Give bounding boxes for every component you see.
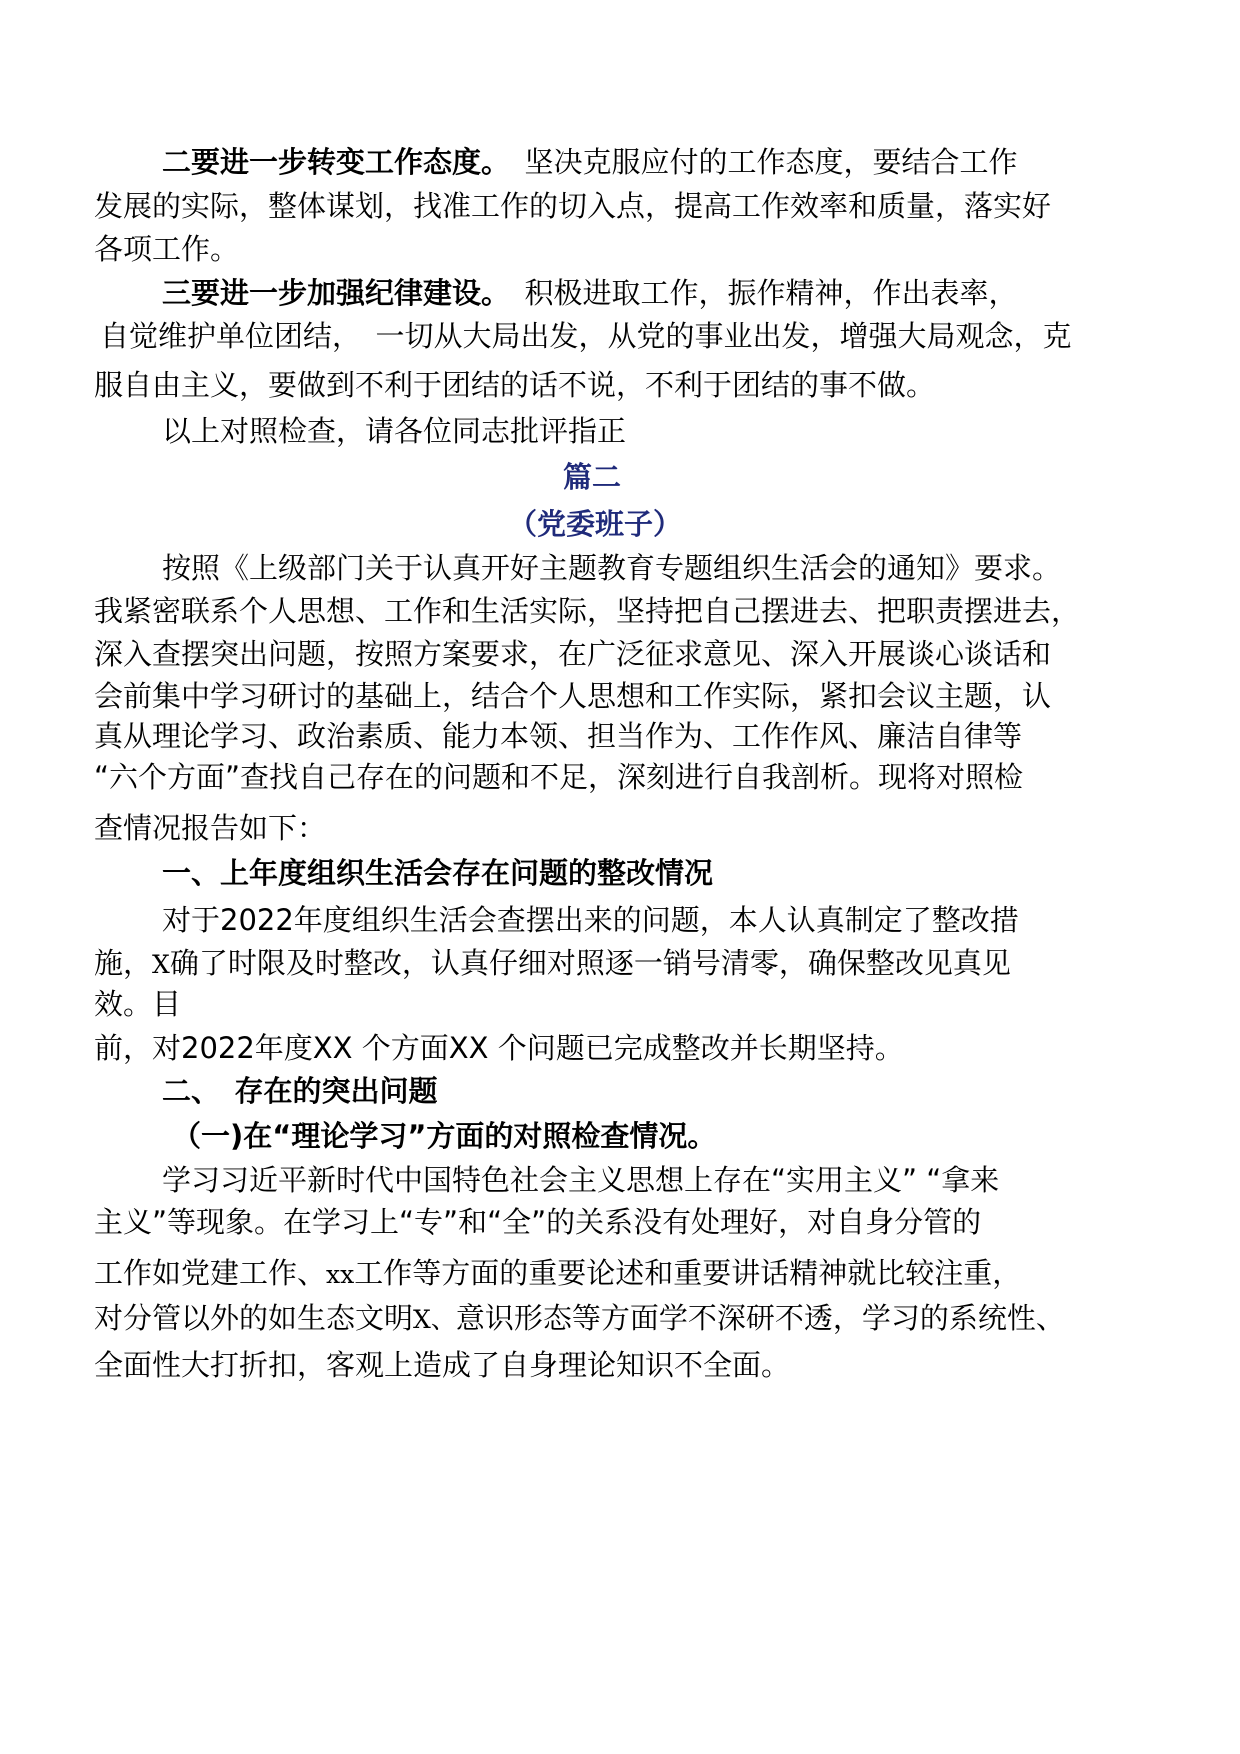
- line-text: 学习习近平新时代中国特色社会主义思想上存在“实用主义” “拿来: [162, 1163, 1000, 1197]
- line-text: （一)在“理论学习”方面的对照检查情况。: [172, 1119, 717, 1153]
- line-text: 效。目: [94, 987, 182, 1021]
- paragraph-line: [162, 1160, 1240, 1200]
- line-text: 服自由主义，要做到不利于团结的话不说，不利于团结的事不做。: [94, 368, 936, 402]
- bold-lead: 三要进一步加强纪律建设。: [162, 276, 496, 310]
- paragraph-line: [94, 984, 1240, 1024]
- line-text: 一、上年度组织生活会存在问题的整改情况: [162, 856, 714, 890]
- paragraph-line: [94, 676, 1240, 716]
- line-text: 自觉维护单位团结， 一切从大局出发，从党的事业出发，增强大局观念，克: [100, 319, 1072, 353]
- line-text: 我紧密联系个人思想、工作和生活实际，坚持把自己摆进去、把职责摆进去，: [94, 594, 1081, 628]
- subsection-title: [172, 1116, 1240, 1156]
- paragraph-line: [94, 229, 1240, 269]
- paragraph-line: [94, 943, 1240, 985]
- line-text: 按照《上级部门关于认真开好主题教育专题组织生活会的通知》要求。: [162, 551, 1062, 585]
- line-text: “六个方面”查找自己存在的问题和不足，深刻进行自我剖析。现将对照检: [94, 760, 1024, 794]
- line-text: 以上对照检查，请各位同志批评指正: [162, 414, 627, 448]
- inline-serif: X、: [413, 1305, 456, 1334]
- paragraph-line: [94, 1345, 1240, 1385]
- line-text: 深入查摆突出问题，按照方案要求，在广泛征求意见、深入开展谈心谈话和: [94, 637, 1052, 671]
- paragraph-line: [94, 808, 1240, 848]
- section-title: [162, 1071, 1240, 1111]
- line-text: 积极进取工作，振作精神，作出表率，: [495, 276, 1018, 310]
- section-title: [162, 853, 1240, 893]
- line-text: 二、 存在的突出问题: [162, 1074, 438, 1108]
- inline-serif: X: [152, 950, 170, 979]
- inline-serif: xx: [326, 1260, 355, 1289]
- line-text: 坚决克服应付的工作态度，要结合工作: [495, 145, 1018, 179]
- paragraph-line: [94, 186, 1240, 226]
- line-text: 会前集中学习研讨的基础上，结合个人思想和工作实际，紧扣会议主题，认: [94, 679, 1052, 713]
- paragraph-line: [162, 142, 1240, 182]
- paragraph-line: [94, 716, 1240, 756]
- paragraph-line: [94, 365, 1240, 405]
- paragraph-line: [100, 316, 1240, 356]
- heading-text: 篇二: [563, 460, 622, 494]
- section-heading: [563, 457, 1240, 497]
- line-text: 工作等方面的重要论述和重要讲话精神就比较注重，: [354, 1256, 1022, 1290]
- paragraph-line: [94, 1298, 1240, 1340]
- line-text: 查情况报告如下：: [94, 811, 327, 845]
- line-text: 对分管以外的如生态文明: [94, 1301, 414, 1335]
- paragraph-line: [162, 273, 1240, 313]
- paragraph-line: [162, 411, 1240, 451]
- paragraph-line: [162, 900, 1240, 940]
- heading-text: （党委班子）: [508, 507, 683, 541]
- paragraph-line: [162, 548, 1240, 588]
- line-text: 主义”等现象。在学习上“专”和“全”的关系没有处理好，对自身分管的: [94, 1205, 982, 1239]
- paragraph-line: [94, 634, 1240, 674]
- paragraph-line: [94, 1202, 1240, 1242]
- line-text: 真从理论学习、政治素质、能力本领、担当作为、工作作风、廉洁自律等: [94, 719, 1023, 753]
- paragraph-line: [94, 591, 1240, 631]
- line-text: 确了时限及时整改，认真仔细对照逐一销号清零，确保整改见真见: [169, 946, 1011, 980]
- bold-lead: 二要进一步转变工作态度。: [162, 145, 496, 179]
- paragraph-line: [94, 1028, 1240, 1068]
- paragraph-line: [94, 1253, 1240, 1295]
- line-text: 发展的实际，整体谋划，找准工作的切入点，提高工作效率和质量，落实好: [94, 189, 1052, 223]
- section-subheading: [508, 504, 1240, 544]
- line-text: 前，对2022年度XX 个方面XX 个问题已完成整改并长期坚持。: [94, 1031, 904, 1065]
- line-text: 各项工作。: [94, 232, 240, 266]
- line-text: 全面性大打折扣，客观上造成了自身理论知识不全面。: [94, 1348, 791, 1382]
- line-text: 对于2022年度组织生活会查摆出来的问题，本人认真制定了整改措: [162, 903, 1019, 937]
- line-text: 意识形态等方面学不深研不透，学习的系统性、: [455, 1301, 1065, 1335]
- line-text: 施，: [94, 946, 153, 980]
- paragraph-line: [94, 757, 1240, 797]
- line-text: 工作如党建工作、: [94, 1256, 327, 1290]
